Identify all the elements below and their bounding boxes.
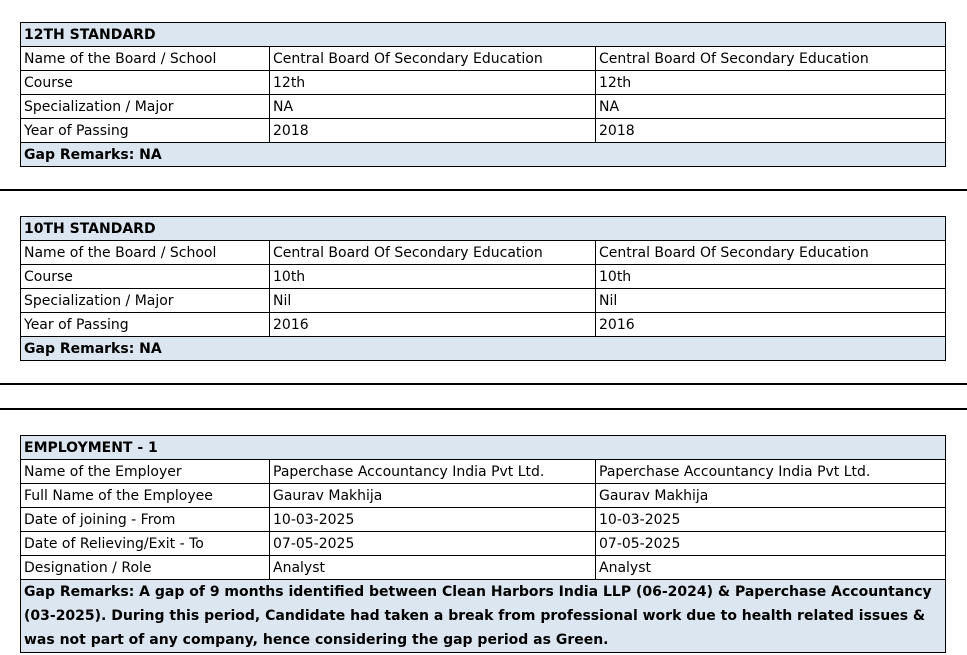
row-label: Full Name of the Employee [21,484,270,508]
row-label: Date of joining - From [21,508,270,532]
gap-remarks-row [21,143,946,167]
table-row [21,119,946,143]
gap-remarks: Gap Remarks: NA [21,337,946,361]
section-title: EMPLOYMENT - 1 [21,436,946,460]
row-value-2: NA [596,95,946,119]
row-value-1: NA [270,95,596,119]
row-value-1: 07-05-2025 [270,532,596,556]
divider [0,383,967,385]
row-value-2: 10th [596,265,946,289]
table-row [21,47,946,71]
row-value-2: Nil [596,289,946,313]
section-employment-1 [20,435,945,653]
row-value-1: Nil [270,289,596,313]
row-label: Name of the Employer [21,460,270,484]
gap-remarks: Gap Remarks: A gap of 9 months identified between Clean Harbors India LLP (06-2024) & Paperchase Accountancy (03-2025). During this period, Candidate had taken a break from professional work due to health related issues & was not part of any company, hence considering the gap period as Green. [21,580,946,653]
row-value-2: Paperchase Accountancy India Pvt Ltd. [596,460,946,484]
row-label: Designation / Role [21,556,270,580]
row-value-1: Paperchase Accountancy India Pvt Ltd. [270,460,596,484]
row-label: Specialization / Major [21,95,270,119]
row-value-1: Central Board Of Secondary Education [270,241,596,265]
table-row [21,241,946,265]
section-10th-standard [20,216,945,361]
table-12th-standard [20,22,946,167]
row-value-2: 2016 [596,313,946,337]
row-value-1: 10-03-2025 [270,508,596,532]
gap-remarks: Gap Remarks: NA [21,143,946,167]
row-label: Course [21,265,270,289]
table-10th-standard [20,216,946,361]
row-value-2: Central Board Of Secondary Education [596,241,946,265]
row-value-2: 2018 [596,119,946,143]
row-label: Specialization / Major [21,289,270,313]
row-value-1: 12th [270,71,596,95]
row-value-1: 2016 [270,313,596,337]
table-row [21,460,946,484]
table-row [21,532,946,556]
table-row [21,265,946,289]
row-label: Date of Relieving/Exit - To [21,532,270,556]
row-value-1: Gaurav Makhija [270,484,596,508]
section-header [21,436,946,460]
table-row [21,484,946,508]
row-value-2: 12th [596,71,946,95]
row-value-2: Gaurav Makhija [596,484,946,508]
row-label: Name of the Board / School [21,241,270,265]
table-employment-1 [20,435,946,653]
row-label: Year of Passing [21,313,270,337]
gap-remarks-row [21,337,946,361]
table-row [21,556,946,580]
row-label: Name of the Board / School [21,47,270,71]
row-value-1: 2018 [270,119,596,143]
row-value-1: Analyst [270,556,596,580]
table-row [21,313,946,337]
table-row [21,95,946,119]
divider [0,408,967,410]
section-header [21,217,946,241]
row-value-2: Central Board Of Secondary Education [596,47,946,71]
row-value-2: 10-03-2025 [596,508,946,532]
divider [0,189,967,191]
row-value-2: 07-05-2025 [596,532,946,556]
row-label: Course [21,71,270,95]
section-title: 12TH STANDARD [21,23,946,47]
table-row [21,71,946,95]
table-row [21,289,946,313]
section-title: 10TH STANDARD [21,217,946,241]
table-row [21,508,946,532]
row-value-2: Analyst [596,556,946,580]
row-label: Year of Passing [21,119,270,143]
gap-remarks-row [21,580,946,653]
section-header [21,23,946,47]
row-value-1: Central Board Of Secondary Education [270,47,596,71]
section-12th-standard [20,22,945,167]
row-value-1: 10th [270,265,596,289]
